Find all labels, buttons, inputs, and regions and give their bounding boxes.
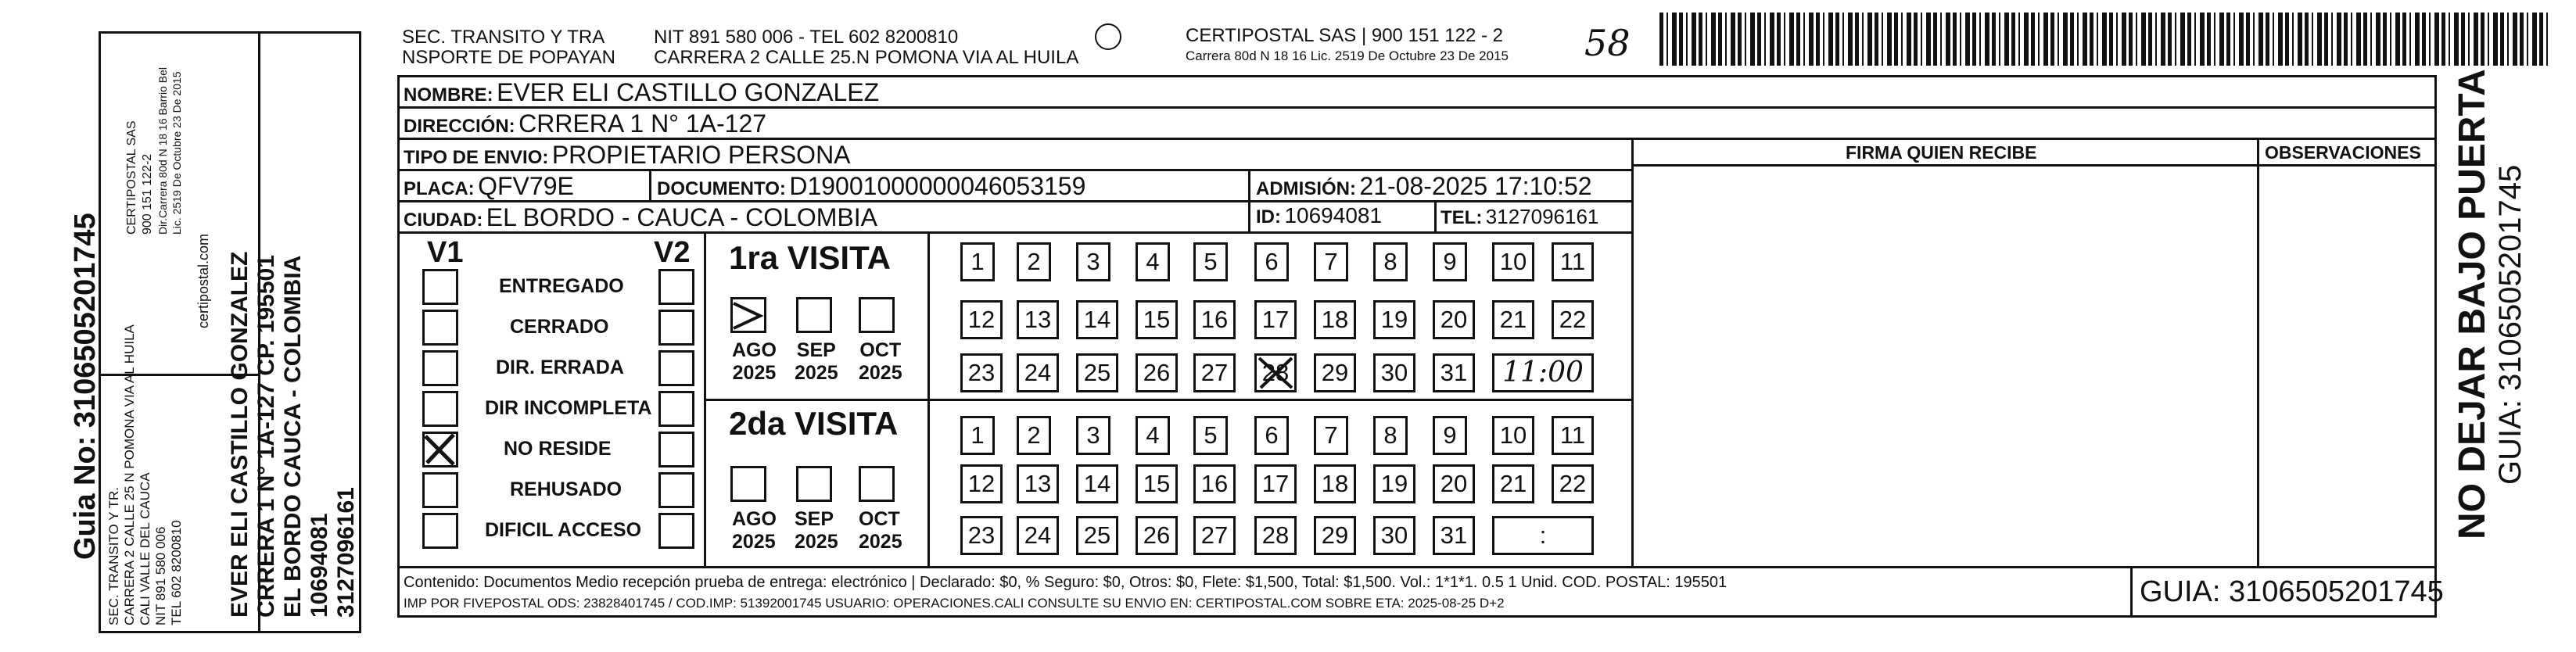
day-cell[interactable]: 7 <box>1314 416 1348 455</box>
month-name: OCT <box>859 508 900 530</box>
nombre-label: NOMBRE: <box>404 84 493 106</box>
day-cell[interactable]: 22 <box>1552 300 1594 339</box>
no-dejar-warning: NO DEJAR BAJO PUERTA <box>2452 69 2493 539</box>
right-header-line <box>1631 164 2437 167</box>
day-cell[interactable]: 21 <box>1492 300 1534 339</box>
footer-imp: IMP POR FIVEPOSTAL ODS: 23828401745 / COD.IMP: 51392001745 USUARIO: OPERACIONES.CALI CONSULTE SU ENVIO EN: CERTIPOSTAL.COM SOBRE ETA: 2025-08-25 D+2 <box>404 596 1505 611</box>
day-cell[interactable]: 26 <box>1136 353 1178 392</box>
day-cell[interactable]: 9 <box>1433 242 1467 281</box>
month-checkbox-ago[interactable] <box>730 466 766 502</box>
field-divider <box>1248 169 1250 231</box>
placa-value: QFV79E <box>478 172 574 200</box>
month-year: 2025 <box>795 362 838 384</box>
day-cell[interactable]: 19 <box>1373 300 1415 339</box>
day-cell[interactable]: 4 <box>1136 416 1170 455</box>
reason-label: REHUSADO <box>510 478 622 500</box>
stub-recipient-line: EVER ELI CASTILLO GONZALEZ <box>227 251 253 618</box>
placa-row <box>404 172 574 201</box>
nombre-value: EVER ELI CASTILLO GONZALEZ <box>497 78 880 106</box>
day-cell[interactable]: 1 <box>960 242 995 281</box>
carrier-logo-icon <box>1095 23 1121 50</box>
month-label-oct <box>859 339 902 385</box>
stub-recipient-line: CRRERA 1 N° 1A-127 CP. 195501 <box>253 255 279 618</box>
checkmark-x-icon <box>422 432 458 468</box>
reason-label: DIFICIL ACCESO <box>485 519 642 541</box>
day-cell[interactable]: 26 <box>1136 516 1178 555</box>
reason-label: ENTREGADO <box>499 275 624 297</box>
month-year: 2025 <box>732 362 777 384</box>
day-cell[interactable]: 25 <box>1076 516 1118 555</box>
day-cell[interactable]: 18 <box>1314 464 1356 503</box>
day-cell[interactable]: 13 <box>1017 300 1059 339</box>
footer-divider <box>2130 566 2133 618</box>
v2-label: V2 <box>654 236 691 269</box>
barcode <box>1659 13 2551 66</box>
field-divider <box>649 169 651 200</box>
month-checkbox-ago[interactable] <box>730 297 766 333</box>
day-cell[interactable]: 21 <box>1492 464 1534 503</box>
v1-checkbox-dificil-acceso[interactable] <box>422 513 458 549</box>
stub-recipient-line: 3127096161 <box>333 487 359 618</box>
stub-sender-line: CARRERA 2 CALLE 25 N POMONA VIA AL HUILA <box>122 324 137 625</box>
day-cell[interactable]: 23 <box>960 516 1003 555</box>
day-cell[interactable]: 14 <box>1076 300 1118 339</box>
firma-header: FIRMA QUIEN RECIBE <box>1846 142 2037 163</box>
day-cell[interactable]: 6 <box>1254 242 1289 281</box>
id-row <box>1256 203 1382 228</box>
day-cell[interactable]: 11 <box>1552 242 1594 281</box>
day-cell[interactable]: 4 <box>1136 242 1170 281</box>
month-label-sep <box>795 339 838 385</box>
tipo-row <box>404 141 851 170</box>
day-cell-checked[interactable] <box>1254 353 1297 392</box>
second-visit-time[interactable]: : <box>1492 516 1594 555</box>
first-visit-title: 1ra VISITA <box>729 239 891 276</box>
day-cell[interactable]: 22 <box>1552 464 1594 503</box>
stub-recipient-line: EL BORDO CAUCA - COLOMBIA <box>280 255 306 618</box>
footer-contenido: Contenido: Documentos Medio recepción prueba de entrega: electrónico | Declarado: $0, % Seguro: $0, Otros: $0, Flete: $1,500, Total: $1,500. Vol.: 1*1*1. 0.5 1 Unid. COD. POSTAL: 195501 <box>404 574 1727 591</box>
tel-row <box>1440 205 1598 229</box>
observaciones-header: OBSERVACIONES <box>2265 142 2421 163</box>
month-name: SEP <box>796 339 836 361</box>
day-cell[interactable]: 8 <box>1373 416 1408 455</box>
v1-checkbox-rehusado[interactable] <box>422 472 458 508</box>
day-cell[interactable]: 6 <box>1254 416 1289 455</box>
tel-value: 3127096161 <box>1485 205 1599 228</box>
day-cell[interactable]: 14 <box>1076 464 1118 503</box>
stub-guia-number: Guia No: 3106505201745 <box>69 213 102 560</box>
v2-checkbox-dir-errada[interactable] <box>658 350 694 386</box>
day-cell[interactable]: 27 <box>1193 516 1236 555</box>
stub-recipient-line: 10694081 <box>307 513 332 618</box>
v1-checkbox-dir-errada[interactable] <box>422 350 458 386</box>
day-cell[interactable]: 16 <box>1193 300 1236 339</box>
field-divider <box>1434 200 1437 231</box>
day-cell[interactable]: 11 <box>1552 416 1594 455</box>
admision-label: ADMISIÓN: <box>1256 178 1356 199</box>
day-cell[interactable]: 10 <box>1492 416 1534 455</box>
admision-row <box>1256 172 1592 201</box>
month-name: AGO <box>732 508 777 530</box>
month-year: 2025 <box>732 531 776 553</box>
documento-value: D19001000000046053159 <box>789 172 1086 200</box>
v2-checkbox-rehusado[interactable] <box>658 472 694 508</box>
day-cell[interactable]: 13 <box>1017 464 1059 503</box>
stub-carrier-line: Lic. 2519 De Octubre 23 De 2015 <box>170 71 183 235</box>
month-label-sep <box>795 508 838 553</box>
nombre-row <box>404 78 879 107</box>
month-year: 2025 <box>859 362 902 384</box>
admision-value: 21-08-2025 17:10:52 <box>1359 172 1592 200</box>
day-cell[interactable]: 30 <box>1373 516 1415 555</box>
day-cell[interactable]: 3 <box>1076 242 1110 281</box>
observations-divider <box>2257 138 2259 566</box>
day-cell[interactable]: 20 <box>1433 300 1475 339</box>
direccion-label: DIRECCIÓN: <box>404 116 515 137</box>
day-cell[interactable]: 5 <box>1193 416 1228 455</box>
reason-label: DIR. ERRADA <box>496 356 624 378</box>
ciudad-label: CIUDAD: <box>404 210 483 231</box>
day-cell[interactable]: 2 <box>1017 242 1051 281</box>
day-cell[interactable]: 1 <box>960 416 995 455</box>
day-cell[interactable]: 15 <box>1136 464 1178 503</box>
day-cell[interactable]: 12 <box>960 300 1003 339</box>
day-cell[interactable]: 24 <box>1017 353 1059 392</box>
v2-checkbox-no-reside[interactable] <box>658 432 694 468</box>
day-cell[interactable]: 18 <box>1314 300 1356 339</box>
stub-sender-line: SEC. TRANSITO Y TR. <box>106 487 121 625</box>
v1-checkbox-entregado[interactable] <box>422 269 458 305</box>
day-cell[interactable]: 8 <box>1373 242 1408 281</box>
day-cell[interactable]: 17 <box>1254 300 1297 339</box>
day-cell[interactable]: 24 <box>1017 516 1059 555</box>
day-cell[interactable]: 10 <box>1492 242 1534 281</box>
month-name: SEP <box>795 508 834 530</box>
day-cell[interactable]: 31 <box>1433 516 1475 555</box>
first-visit-time[interactable]: 11:00 <box>1492 353 1594 392</box>
v2-checkbox-dir-incompleta[interactable] <box>658 391 694 427</box>
day-cell[interactable]: 23 <box>960 353 1003 392</box>
second-visit-title: 2da VISITA <box>729 405 899 442</box>
sender-nit-tel: NIT 891 580 006 - TEL 602 8200810 <box>654 27 959 48</box>
month-label-ago <box>732 339 777 385</box>
sender-name-cont: NSPORTE DE POPAYAN <box>402 47 615 68</box>
day-cell[interactable]: 5 <box>1193 242 1228 281</box>
v2-checkbox-dificil-acceso[interactable] <box>658 513 694 549</box>
stub-sender-line: TEL 602 8200810 <box>169 520 184 625</box>
direccion-row <box>404 109 766 138</box>
id-label: ID: <box>1256 206 1281 227</box>
handwritten-number: 58 <box>1584 22 1631 64</box>
day-cell[interactable]: 20 <box>1433 464 1475 503</box>
month-label-ago <box>732 508 777 553</box>
v2-checkbox-entregado[interactable] <box>658 269 694 305</box>
stub-carrier-line: Dir.Carrera 80d N 18 16 Barrio Bel <box>156 67 169 235</box>
sender-address: CARRERA 2 CALLE 25.N POMONA VIA AL HUILA <box>654 47 1079 68</box>
month-checkbox-sep[interactable] <box>796 466 832 502</box>
day-cell[interactable]: 2 <box>1017 416 1051 455</box>
id-value: 10694081 <box>1284 203 1383 227</box>
stub-sender-line: CALI VALLE DEL CAUCA <box>138 472 152 625</box>
ciudad-row <box>404 203 877 232</box>
v2-checkbox-cerrado[interactable] <box>658 310 694 346</box>
day-cell[interactable]: 12 <box>960 464 1003 503</box>
day-cell[interactable]: 29 <box>1314 516 1356 555</box>
day-cell[interactable]: 30 <box>1373 353 1415 392</box>
visit-divider <box>704 399 1631 401</box>
reason-label: CERRADO <box>510 316 609 338</box>
signature-divider <box>1631 138 1634 566</box>
day-cell[interactable]: 16 <box>1193 464 1236 503</box>
month-name: AGO <box>732 339 777 361</box>
reason-label: DIR INCOMPLETA <box>485 397 652 419</box>
placa-label: PLACA: <box>404 178 475 199</box>
documento-label: DOCUMENTO: <box>657 178 786 199</box>
ciudad-value: EL BORDO - CAUCA - COLOMBIA <box>486 203 878 231</box>
stub-carrier-line: CERTIPOSTAL SAS <box>125 120 138 235</box>
day-number: 28 <box>1261 359 1290 386</box>
day-cell[interactable]: 17 <box>1254 464 1297 503</box>
day-cell[interactable]: 9 <box>1433 416 1467 455</box>
month-checkbox-oct[interactable] <box>859 466 895 502</box>
month-name: OCT <box>859 339 902 361</box>
reason-label: NO RESIDE <box>504 438 612 460</box>
tipo-value: PROPIETARIO PERSONA <box>551 141 851 169</box>
sender-name: SEC. TRANSITO Y TRA <box>402 27 605 48</box>
stub-website: certipostal.com <box>196 233 211 328</box>
day-cell[interactable]: 7 <box>1314 242 1348 281</box>
v1-checkbox-no-reside[interactable] <box>422 432 458 468</box>
tipo-label: TIPO DE ENVIO: <box>404 147 549 168</box>
stub-sender-line: NIT 891 580 006 <box>153 526 168 625</box>
checkmark-x-icon <box>1254 353 1297 392</box>
day-cell[interactable]: 3 <box>1076 416 1110 455</box>
day-cell[interactable]: 31 <box>1433 353 1475 392</box>
v1-checkbox-dir-incompleta[interactable] <box>422 391 458 427</box>
carrier-name: CERTIPOSTAL SAS | 900 151 122 - 2 <box>1186 25 1503 46</box>
month-checkbox-sep[interactable] <box>796 297 832 333</box>
day-cell[interactable]: 25 <box>1076 353 1118 392</box>
stub-carrier-line: 900 151 122-2 <box>141 153 154 235</box>
direccion-value: CRRERA 1 N° 1A-127 <box>518 109 767 138</box>
day-cell[interactable]: 15 <box>1136 300 1178 339</box>
v1-checkbox-cerrado[interactable] <box>422 310 458 346</box>
right-guia-number: GUIA: 3106505201745 <box>2493 164 2528 485</box>
day-cell[interactable]: 29 <box>1314 353 1356 392</box>
month-year: 2025 <box>859 531 902 553</box>
visit-days-divider <box>927 231 930 566</box>
day-cell[interactable]: 27 <box>1193 353 1236 392</box>
footer-guia: GUIA: 3106505201745 <box>2140 575 2444 608</box>
day-cell[interactable]: 19 <box>1373 464 1415 503</box>
checkmark-x-icon <box>730 297 766 333</box>
v1-label: V1 <box>427 236 464 269</box>
month-label-oct <box>859 508 902 553</box>
carrier-address: Carrera 80d N 18 16 Lic. 2519 De Octubre 23 De 2015 <box>1186 48 1509 63</box>
month-year: 2025 <box>795 531 838 553</box>
day-cell[interactable]: 28 <box>1254 516 1297 555</box>
documento-row <box>657 172 1085 201</box>
month-checkbox-oct[interactable] <box>859 297 895 333</box>
tel-label: TEL: <box>1440 207 1483 228</box>
